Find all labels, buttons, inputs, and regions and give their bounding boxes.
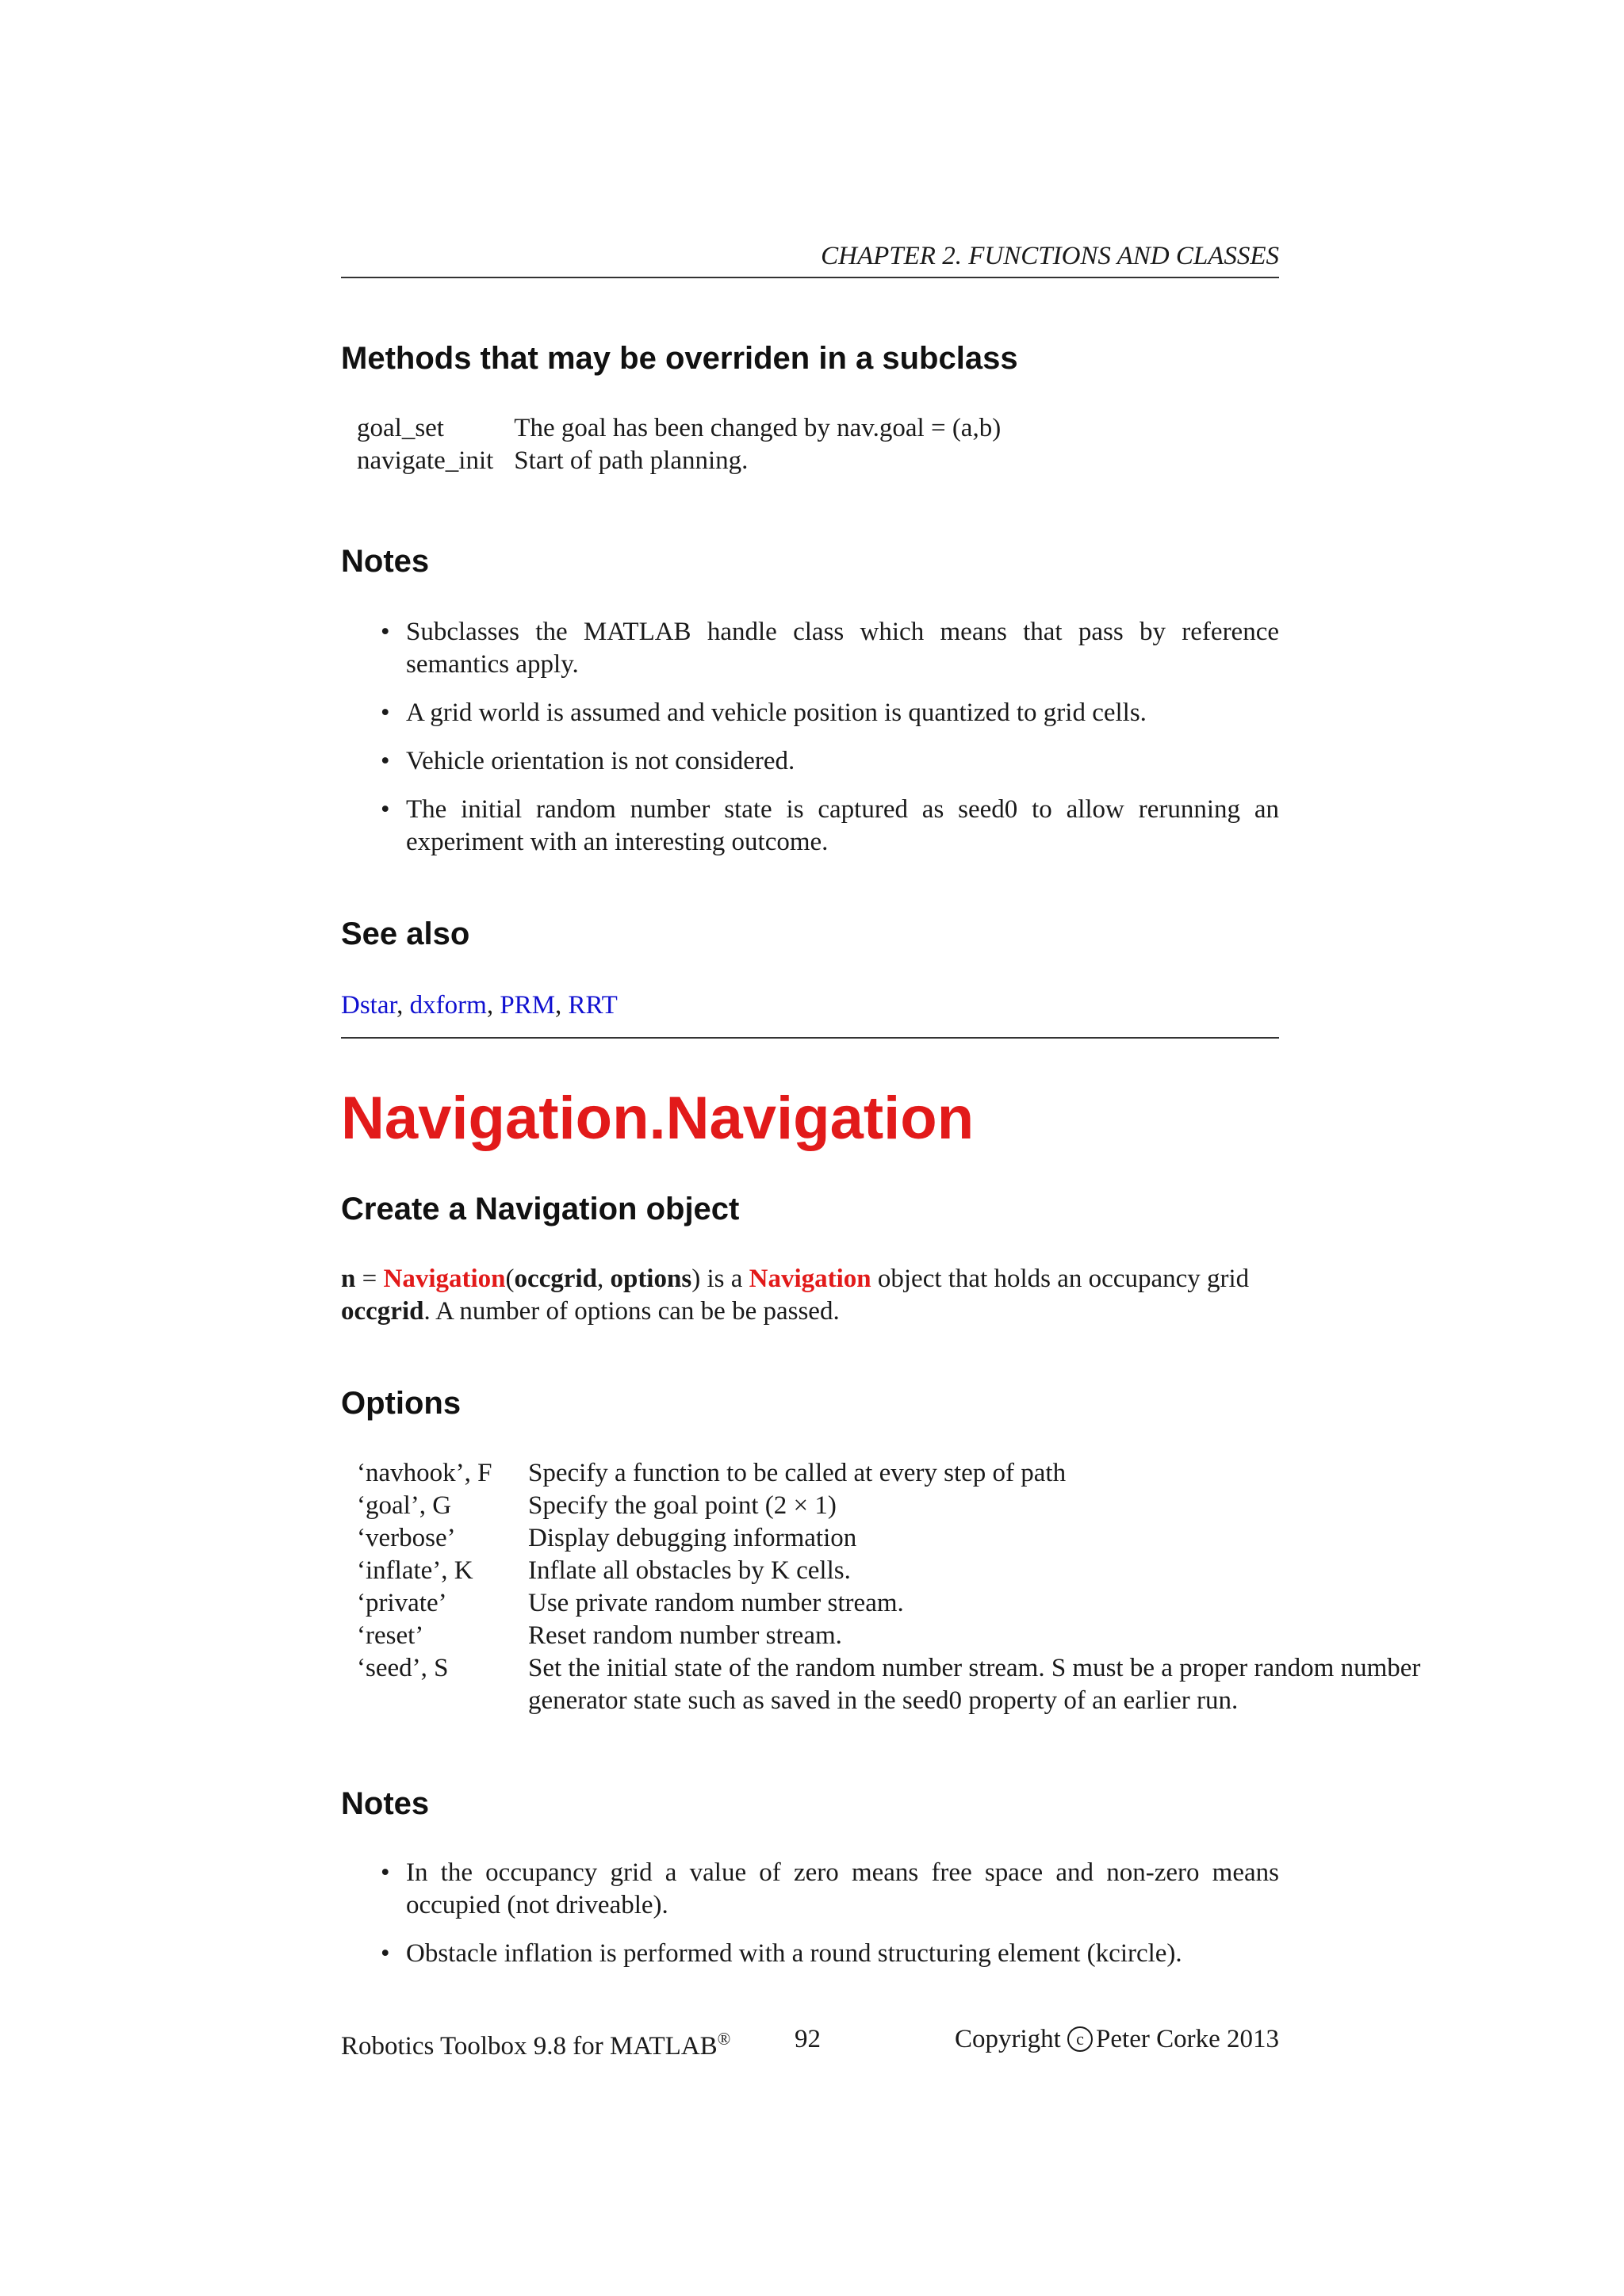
table-row (357, 1652, 1483, 1717)
synopsis-comma: , (596, 1265, 611, 1293)
synopsis-text: object that holds an occupancy grid (871, 1265, 1250, 1293)
link-prm[interactable]: PRM (500, 991, 556, 1020)
running-head: CHAPTER 2. FUNCTIONS AND CLASSES (341, 238, 1279, 278)
link-dstar[interactable]: Dstar (341, 991, 397, 1020)
list-item (381, 616, 1279, 681)
methods-table (357, 412, 1001, 477)
synopsis (341, 1263, 1279, 1328)
option-desc: Display debugging information (528, 1524, 857, 1552)
method-name: navigate_init (357, 446, 494, 475)
synopsis-paren: ) (691, 1265, 701, 1293)
option-key: ‘goal’, G (357, 1491, 452, 1520)
option-desc: Set the initial state of the random number stream. S must be a proper random number generator state such as saved in the seed0 property of an earlier run. (528, 1654, 1421, 1715)
list-item (381, 794, 1279, 859)
option-desc: Specify a function to be called at every step of path (528, 1459, 1067, 1487)
table-row (357, 1457, 1483, 1490)
notes-heading-2: Notes (341, 1786, 430, 1821)
note-text: Obstacle inflation is performed with a round structuring element (kcircle). (406, 1939, 1182, 1968)
footer-title-text: Robotics Toolbox 9.8 for MATLAB (341, 2032, 718, 2061)
synopsis-arg: occgrid (341, 1297, 424, 1326)
separator: , (396, 991, 410, 1020)
see-also-links (341, 988, 618, 1023)
method-name: goal_set (357, 414, 444, 442)
table-row (357, 412, 1001, 445)
registered-mark: ® (717, 2029, 731, 2049)
option-desc: Inflate all obstacles by K cells. (528, 1556, 851, 1585)
link-rrt[interactable]: RRT (568, 991, 618, 1020)
synopsis-text: is a (700, 1265, 749, 1293)
note-text: Subclasses the MATLAB handle class which means that pass by reference semantics apply. (406, 618, 1279, 679)
methods-heading: Methods that may be overriden in a subclass (341, 341, 1018, 376)
options-table (357, 1457, 1483, 1717)
table-row (357, 1555, 1483, 1587)
notes-list (381, 616, 1279, 874)
section-divider (341, 1037, 1279, 1039)
separator: , (555, 991, 569, 1020)
footer-copyright (955, 2022, 1279, 2057)
option-key: ‘reset’ (357, 1621, 424, 1650)
synopsis-func: Navigation (383, 1265, 506, 1293)
note-text: Vehicle orientation is not considered. (406, 747, 795, 775)
synopsis-func: Navigation (749, 1265, 871, 1293)
option-desc: Specify the goal point (2 × 1) (528, 1491, 837, 1520)
option-key: ‘private’ (357, 1589, 447, 1617)
option-key: ‘inflate’, K (357, 1556, 473, 1585)
list-item (381, 745, 1279, 778)
bullet-icon: • (381, 618, 390, 646)
copyright-icon: c (1067, 2026, 1093, 2052)
option-key: ‘navhook’, F (357, 1459, 492, 1487)
list-item (381, 1938, 1279, 1970)
option-desc: Reset random number stream. (528, 1621, 842, 1650)
method-desc: The goal has been changed by nav.goal = (a,b) (514, 414, 1002, 442)
table-row (357, 1620, 1483, 1652)
synopsis-arg: options (610, 1265, 692, 1293)
table-row (357, 1587, 1483, 1620)
table-row (357, 445, 1001, 477)
synopsis-paren: ( (505, 1265, 515, 1293)
bullet-icon: • (381, 795, 390, 824)
notes-heading: Notes (341, 544, 430, 579)
synopsis-text: . A number of options can be be passed. (423, 1297, 840, 1326)
note-text: The initial random number state is captured as seed0 to allow rerunning an experiment with an interesting outcome. (406, 795, 1279, 856)
page-number: 92 (795, 2025, 821, 2053)
table-row (357, 1490, 1483, 1522)
separator: , (486, 991, 500, 1020)
method-desc: Start of path planning. (514, 446, 749, 475)
page-title: Navigation.Navigation (341, 1085, 975, 1152)
notes-list-2 (381, 1857, 1279, 1986)
option-key: ‘verbose’ (357, 1524, 456, 1552)
copyright-pre: Copyright (954, 2025, 1068, 2053)
list-item (381, 697, 1279, 729)
synopsis-arg: occgrid (514, 1265, 597, 1293)
bullet-icon: • (381, 698, 390, 727)
synopsis-var: n (341, 1265, 356, 1293)
copyright-holder: Peter Corke 2013 (1096, 2025, 1279, 2053)
option-key: ‘seed’, S (357, 1654, 449, 1682)
synopsis-eq: = (355, 1265, 384, 1293)
table-row (357, 1522, 1483, 1555)
see-also-heading: See also (341, 916, 470, 951)
bullet-icon: • (381, 1939, 390, 1968)
bullet-icon: • (381, 1858, 390, 1887)
note-text: In the occupancy grid a value of zero means free space and non-zero means occupied (not driveable). (406, 1858, 1279, 1919)
option-desc: Use private random number stream. (528, 1589, 904, 1617)
footer-title (341, 2022, 730, 2064)
link-dxform[interactable]: dxform (409, 991, 487, 1020)
options-heading: Options (341, 1386, 462, 1421)
subtitle-heading: Create a Navigation object (341, 1192, 740, 1226)
list-item (381, 1857, 1279, 1922)
note-text: A grid world is assumed and vehicle position is quantized to grid cells. (406, 698, 1147, 727)
bullet-icon: • (381, 747, 390, 775)
